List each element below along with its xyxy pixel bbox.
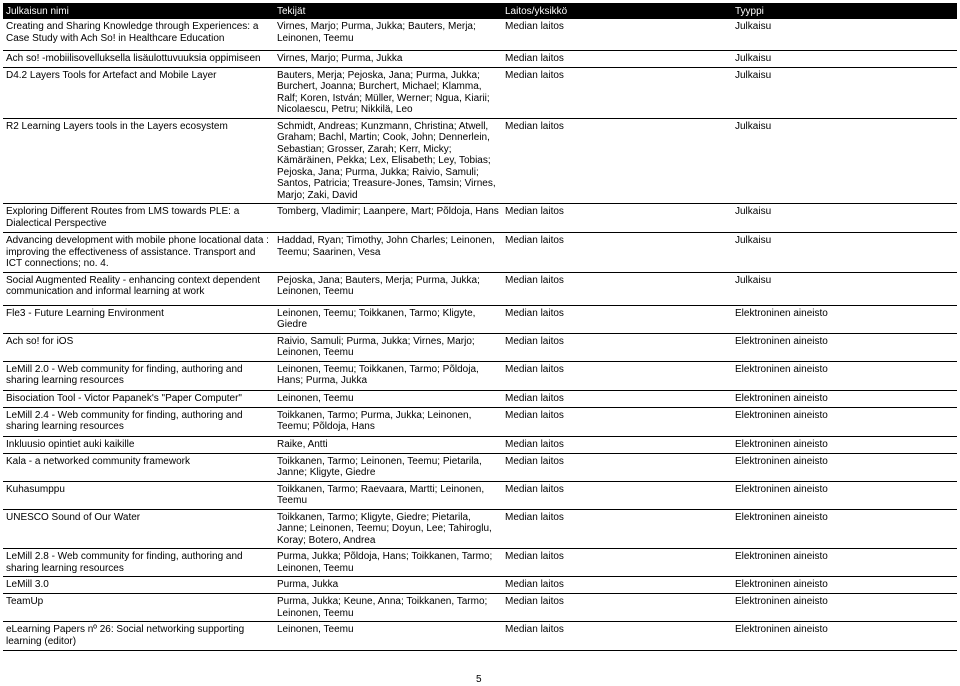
publication-type: Elektroninen aineisto [732, 436, 957, 453]
publication-type: Elektroninen aineisto [732, 549, 957, 577]
publication-authors: Schmidt, Andreas; Kunzmann, Christina; Atwell, Graham; Bachl, Martin; Cook, John; Dennerlein, Sebastian; Grosser, Zarah; Kerr, Micky; Kämäräinen, Pekka; Lex, Elisabeth; Ley, Tobias; Pejoska, Jana; Purma, Jukka; Raivio, Samuli; Santos, Patricia; Treasure-Jones, Tamsin; Virnes, Marjo; Zaki, David [274, 118, 502, 204]
publication-title: Advancing development with mobile phone locational data : improving the effectiveness of assistance. Transport and ICT connections; no. 4. [3, 233, 274, 273]
publication-authors: Virnes, Marjo; Purma, Jukka; Bauters, Merja; Leinonen, Teemu [274, 19, 502, 50]
publication-type: Elektroninen aineisto [732, 305, 957, 333]
table-row [3, 577, 957, 594]
publication-title: Bisociation Tool - Victor Papanek's "Paper Computer" [3, 390, 274, 407]
publication-title: LeMill 3.0 [3, 577, 274, 594]
table-row [3, 118, 957, 204]
column-header-type: Tyyppi [732, 3, 957, 19]
publication-type: Elektroninen aineisto [732, 509, 957, 549]
table-row [3, 509, 957, 549]
publication-type: Elektroninen aineisto [732, 622, 957, 651]
publication-title: TeamUp [3, 594, 274, 622]
publication-title: Social Augmented Reality - enhancing context dependent communication and informal learning at work [3, 272, 274, 305]
table-row [3, 453, 957, 481]
publication-type: Julkaisu [732, 67, 957, 118]
publication-authors: Toikkanen, Tarmo; Leinonen, Teemu; Pietarila, Janne; Kligyte, Giedre [274, 453, 502, 481]
publication-title: Exploring Different Routes from LMS towards PLE: a Dialectical Perspective [3, 204, 274, 233]
publication-unit: Median laitos [502, 594, 732, 622]
publication-type: Julkaisu [732, 118, 957, 204]
publication-type: Elektroninen aineisto [732, 333, 957, 361]
publication-unit: Median laitos [502, 481, 732, 509]
publication-authors: Toikkanen, Tarmo; Purma, Jukka; Leinonen, Teemu; Põldoja, Hans [274, 407, 502, 436]
publication-title: Ach so! -mobiilisovelluksella lisäulottuvuuksia oppimiseen [3, 50, 274, 67]
publication-list [3, 3, 957, 651]
page-number: 5 [476, 674, 482, 685]
publication-authors: Purma, Jukka; Keune, Anna; Toikkanen, Tarmo; Leinonen, Teemu [274, 594, 502, 622]
table-row [3, 594, 957, 622]
publication-unit: Median laitos [502, 361, 732, 390]
table-header-row [3, 3, 957, 19]
table-row [3, 19, 957, 50]
publication-title: UNESCO Sound of Our Water [3, 509, 274, 549]
publication-authors: Toikkanen, Tarmo; Kligyte, Giedre; Pietarila, Janne; Leinonen, Teemu; Doyun, Lee; Tahiroglu, Koray; Botero, Andrea [274, 509, 502, 549]
table-row [3, 204, 957, 233]
publication-title: D4.2 Layers Tools for Artefact and Mobile Layer [3, 67, 274, 118]
publication-unit: Median laitos [502, 622, 732, 651]
publication-type: Julkaisu [732, 233, 957, 273]
publication-unit: Median laitos [502, 436, 732, 453]
table-row [3, 407, 957, 436]
publication-authors: Leinonen, Teemu [274, 622, 502, 651]
table-row [3, 481, 957, 509]
publication-type: Elektroninen aineisto [732, 577, 957, 594]
publication-authors: Pejoska, Jana; Bauters, Merja; Purma, Jukka; Leinonen, Teemu [274, 272, 502, 305]
publication-unit: Median laitos [502, 509, 732, 549]
publication-authors: Purma, Jukka [274, 577, 502, 594]
table-row [3, 549, 957, 577]
table-row [3, 233, 957, 273]
table-row [3, 272, 957, 305]
publications-table [3, 3, 957, 651]
publication-title: R2 Learning Layers tools in the Layers ecosystem [3, 118, 274, 204]
publication-title: Kala - a networked community framework [3, 453, 274, 481]
table-row [3, 390, 957, 407]
publication-unit: Median laitos [502, 118, 732, 204]
publication-type: Elektroninen aineisto [732, 453, 957, 481]
publication-authors: Leinonen, Teemu; Toikkanen, Tarmo; Kligyte, Giedre [274, 305, 502, 333]
publication-unit: Median laitos [502, 407, 732, 436]
table-row [3, 67, 957, 118]
publication-unit: Median laitos [502, 67, 732, 118]
publication-unit: Median laitos [502, 272, 732, 305]
publication-authors: Virnes, Marjo; Purma, Jukka [274, 50, 502, 67]
publication-title: LeMill 2.4 - Web community for finding, authoring and sharing learning resources [3, 407, 274, 436]
publication-unit: Median laitos [502, 305, 732, 333]
table-row [3, 50, 957, 67]
publication-title: Kuhasumppu [3, 481, 274, 509]
publication-authors: Leinonen, Teemu; Toikkanen, Tarmo; Põldoja, Hans; Purma, Jukka [274, 361, 502, 390]
publication-unit: Median laitos [502, 204, 732, 233]
publication-authors: Raivio, Samuli; Purma, Jukka; Virnes, Marjo; Leinonen, Teemu [274, 333, 502, 361]
publication-type: Julkaisu [732, 19, 957, 50]
table-row [3, 436, 957, 453]
publication-title: Fle3 - Future Learning Environment [3, 305, 274, 333]
publication-authors: Tomberg, Vladimir; Laanpere, Mart; Põldoja, Hans [274, 204, 502, 233]
publication-unit: Median laitos [502, 390, 732, 407]
table-row [3, 361, 957, 390]
publication-authors: Purma, Jukka; Põldoja, Hans; Toikkanen, Tarmo; Leinonen, Teemu [274, 549, 502, 577]
publication-unit: Median laitos [502, 453, 732, 481]
publication-unit: Median laitos [502, 19, 732, 50]
publication-type: Elektroninen aineisto [732, 361, 957, 390]
publication-title: eLearning Papers nº 26: Social networking supporting learning (editor) [3, 622, 274, 651]
publication-unit: Median laitos [502, 50, 732, 67]
column-header-title: Julkaisun nimi [3, 3, 274, 19]
table-row [3, 622, 957, 651]
publication-type: Elektroninen aineisto [732, 594, 957, 622]
publication-unit: Median laitos [502, 333, 732, 361]
table-row [3, 305, 957, 333]
publication-authors: Haddad, Ryan; Timothy, John Charles; Leinonen, Teemu; Saarinen, Vesa [274, 233, 502, 273]
publication-authors: Raike, Antti [274, 436, 502, 453]
publication-title: Ach so! for iOS [3, 333, 274, 361]
publication-authors: Toikkanen, Tarmo; Raevaara, Martti; Leinonen, Teemu [274, 481, 502, 509]
publication-type: Julkaisu [732, 272, 957, 305]
column-header-authors: Tekijät [274, 3, 502, 19]
publication-type: Elektroninen aineisto [732, 407, 957, 436]
publication-title: LeMill 2.8 - Web community for finding, authoring and sharing learning resources [3, 549, 274, 577]
publication-type: Elektroninen aineisto [732, 481, 957, 509]
publication-type: Julkaisu [732, 204, 957, 233]
column-header-unit: Laitos/yksikkö [502, 3, 732, 19]
publication-authors: Bauters, Merja; Pejoska, Jana; Purma, Jukka; Burchert, Joanna; Burchert, Michael; Klamma, Ralf; Koren, István; Müller, Werner; Ngua, Kiarii; Nicolaescu, Petru; Nikkilä, Leo [274, 67, 502, 118]
publication-title: LeMill 2.0 - Web community for finding, authoring and sharing learning resources [3, 361, 274, 390]
table-row [3, 333, 957, 361]
publication-type: Elektroninen aineisto [732, 390, 957, 407]
publication-unit: Median laitos [502, 233, 732, 273]
publication-title: Inkluusio opintiet auki kaikille [3, 436, 274, 453]
publication-title: Creating and Sharing Knowledge through Experiences: a Case Study with Ach So! in Healthcare Education [3, 19, 274, 50]
publication-unit: Median laitos [502, 577, 732, 594]
publication-authors: Leinonen, Teemu [274, 390, 502, 407]
publication-unit: Median laitos [502, 549, 732, 577]
publication-type: Julkaisu [732, 50, 957, 67]
